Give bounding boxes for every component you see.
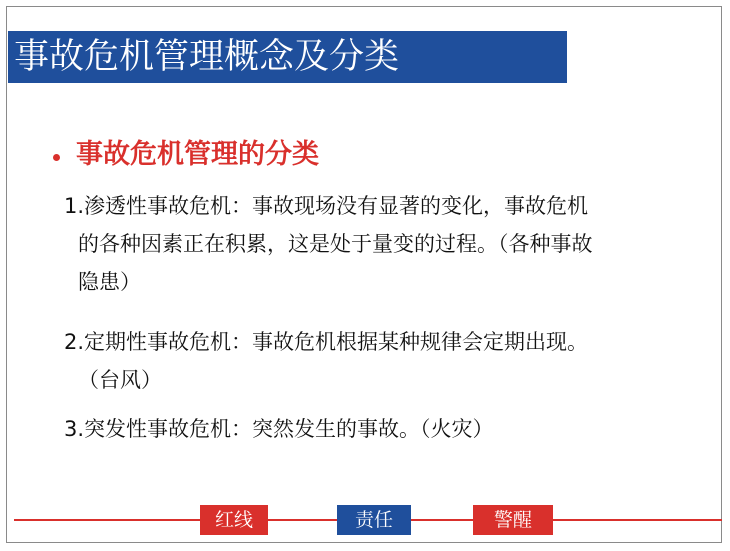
slide-title: 事故危机管理概念及分类 — [14, 37, 400, 77]
paragraph-line: 的各种因素正在积累，这是处于量变的过程。（各种事故 — [78, 232, 593, 256]
footer-tag-red-line: 红线 — [200, 505, 268, 535]
category-paragraph-1 — [64, 187, 694, 301]
paragraph-line: （台风） — [78, 368, 162, 392]
paragraph-line: 1.渗透性事故危机：事故现场没有显著的变化，事故危机 — [64, 194, 589, 218]
category-paragraph-3 — [64, 410, 694, 448]
category-paragraph-2 — [64, 323, 694, 399]
paragraph-line: 隐患） — [78, 270, 141, 294]
section-heading: 事故危机管理的分类 — [76, 139, 319, 170]
footer-tag-responsibility: 责任 — [337, 505, 411, 535]
footer-tag-alert: 警醒 — [473, 505, 553, 535]
paragraph-line: 2.定期性事故危机：事故危机根据某种规律会定期出现。 — [64, 330, 589, 354]
paragraph-line: 3.突发性事故危机：突然发生的事故。（火灾） — [64, 417, 494, 441]
bullet-dot-icon — [53, 154, 60, 161]
